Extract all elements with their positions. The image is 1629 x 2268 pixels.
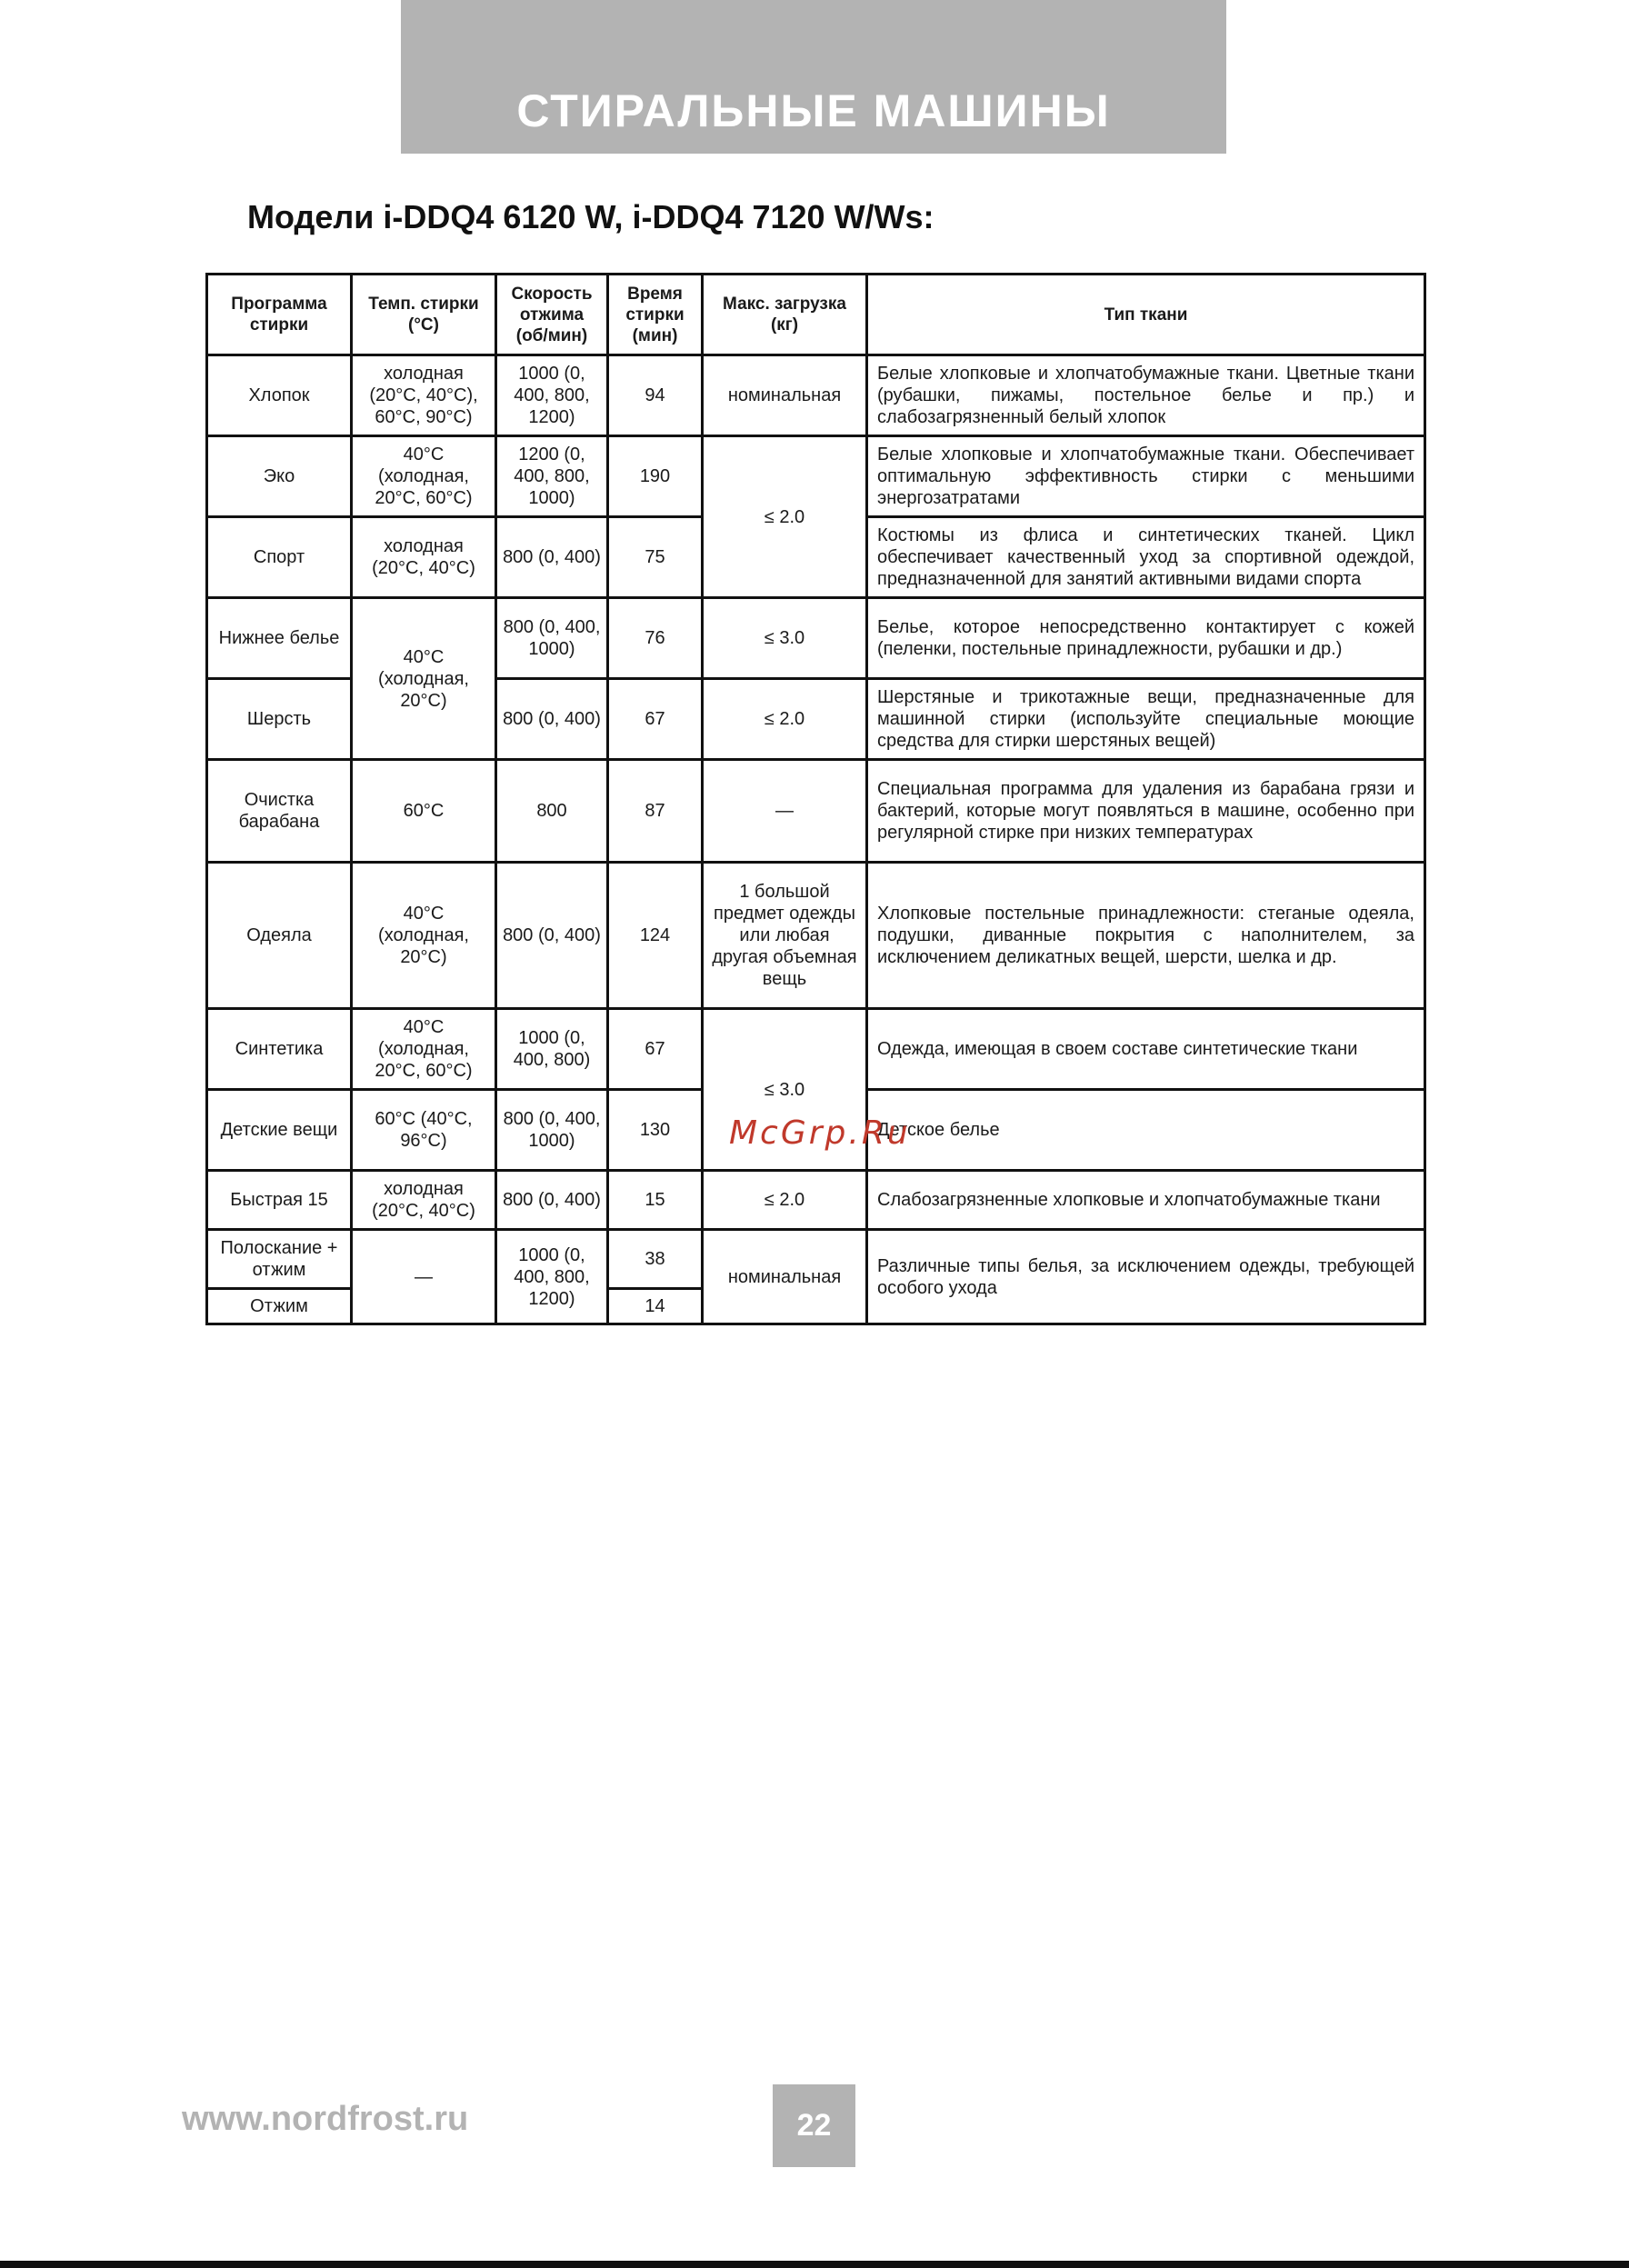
column-header: Темп. стирки (°C) xyxy=(352,275,496,355)
program-cell: Полоскание + отжим xyxy=(207,1230,352,1289)
spin-cell: 800 (0, 400) xyxy=(496,679,608,760)
temp-cell: 60°C (40°C, 96°C) xyxy=(352,1090,496,1171)
spin-cell: 800 (0, 400) xyxy=(496,1171,608,1230)
fabric-cell: Различные типы белья, за исключением одежды, требующей особого ухода xyxy=(867,1230,1425,1324)
load-cell: ≤ 3.0 xyxy=(703,1009,867,1171)
time-cell: 87 xyxy=(608,760,703,863)
column-header: Скорость отжима (об/мин) xyxy=(496,275,608,355)
column-header: Программа стирки xyxy=(207,275,352,355)
time-cell: 190 xyxy=(608,436,703,517)
fabric-cell: Шерстяные и трикотажные вещи, предназначенные для машинной стирки (используйте специальные моющие средства для стирки шерстяных вещей) xyxy=(867,679,1425,760)
spin-cell: 800 (0, 400, 1000) xyxy=(496,598,608,679)
spin-cell: 1200 (0, 400, 800, 1000) xyxy=(496,436,608,517)
column-header: Время стирки (мин) xyxy=(608,275,703,355)
table-row xyxy=(207,863,1425,1009)
spin-cell: 800 (0, 400) xyxy=(496,863,608,1009)
program-cell: Очистка барабана xyxy=(207,760,352,863)
fabric-cell: Специальная программа для удаления из барабана грязи и бактерий, которые могут появляться в машине, особенно при регулярной стирке при низких температурах xyxy=(867,760,1425,863)
program-cell: Синтетика xyxy=(207,1009,352,1090)
time-cell: 14 xyxy=(608,1289,703,1324)
spin-cell: 800 xyxy=(496,760,608,863)
load-cell: номинальная xyxy=(703,1230,867,1324)
program-cell: Детские вещи xyxy=(207,1090,352,1171)
spin-cell: 1000 (0, 400, 800) xyxy=(496,1009,608,1090)
footer-website: www.nordfrost.ru xyxy=(182,2100,469,2138)
load-cell: ≤ 2.0 xyxy=(703,679,867,760)
program-cell: Спорт xyxy=(207,517,352,598)
temp-cell: холодная (20°C, 40°C), 60°C, 90°C) xyxy=(352,355,496,436)
table-row xyxy=(207,436,1425,517)
table-row xyxy=(207,1230,1425,1289)
fabric-cell: Одежда, имеющая в своем составе синтетические ткани xyxy=(867,1009,1425,1090)
program-cell: Отжим xyxy=(207,1289,352,1324)
page-number xyxy=(773,2084,855,2167)
time-cell: 124 xyxy=(608,863,703,1009)
spin-cell: 1000 (0, 400, 800, 1200) xyxy=(496,1230,608,1324)
time-cell: 15 xyxy=(608,1171,703,1230)
time-cell: 130 xyxy=(608,1090,703,1171)
column-header: Тип ткани xyxy=(867,275,1425,355)
temp-cell: холодная (20°C, 40°C) xyxy=(352,517,496,598)
load-cell: 1 большой предмет одежды или любая другая объемная вещь xyxy=(703,863,867,1009)
temp-cell: — xyxy=(352,1230,496,1324)
banner-title: СТИРАЛЬНЫЕ МАШИНЫ xyxy=(516,85,1111,136)
fabric-cell: Слабозагрязненные хлопковые и хлопчатобумажные ткани xyxy=(867,1171,1425,1230)
table-row xyxy=(207,760,1425,863)
temp-cell: 60°C xyxy=(352,760,496,863)
program-table xyxy=(205,273,1426,1325)
table-row xyxy=(207,598,1425,679)
program-cell: Хлопок xyxy=(207,355,352,436)
time-cell: 76 xyxy=(608,598,703,679)
fabric-cell: Костюмы из флиса и синтетических тканей. Цикл обеспечивает качественный уход за спортивной одеждой, предназначенной для занятий активными видами спорта xyxy=(867,517,1425,598)
table-header-row xyxy=(207,275,1425,355)
temp-cell: холодная (20°C, 40°C) xyxy=(352,1171,496,1230)
section-title: Модели i-DDQ4 6120 W, i-DDQ4 7120 W/Ws: xyxy=(247,198,934,235)
temp-cell: 40°C (холодная, 20°C, 60°C) xyxy=(352,436,496,517)
spin-cell: 800 (0, 400, 1000) xyxy=(496,1090,608,1171)
fabric-cell: Белые хлопковые и хлопчатобумажные ткани. Цветные ткани (рубашки, пижамы, постельное белье и пр.) и слабозагрязненный белый хлопок xyxy=(867,355,1425,436)
load-cell: ≤ 2.0 xyxy=(703,436,867,598)
page-number-label: 22 xyxy=(796,2108,832,2143)
load-cell: — xyxy=(703,760,867,863)
spin-cell: 800 (0, 400) xyxy=(496,517,608,598)
temp-cell: 40°C (холодная, 20°C) xyxy=(352,598,496,760)
table-row xyxy=(207,1171,1425,1230)
time-cell: 94 xyxy=(608,355,703,436)
program-cell: Одеяла xyxy=(207,863,352,1009)
watermark-text: McGrp.Ru xyxy=(729,1114,911,1152)
header-banner xyxy=(401,0,1226,154)
load-cell: ≤ 2.0 xyxy=(703,1171,867,1230)
program-cell: Нижнее белье xyxy=(207,598,352,679)
bottom-divider xyxy=(0,2261,1629,2268)
fabric-cell: Хлопковые постельные принадлежности: стеганые одеяла, подушки, диванные покрытия с наполнителем, за исключением деликатных вещей, шерсти, шелка и др. xyxy=(867,863,1425,1009)
spin-cell: 1000 (0, 400, 800, 1200) xyxy=(496,355,608,436)
fabric-cell: Белые хлопковые и хлопчатобумажные ткани. Обеспечивает оптимальную эффективность стирки с меньшими энергозатратами xyxy=(867,436,1425,517)
load-cell: номинальная xyxy=(703,355,867,436)
program-cell: Эко xyxy=(207,436,352,517)
time-cell: 75 xyxy=(608,517,703,598)
load-cell: ≤ 3.0 xyxy=(703,598,867,679)
fabric-cell: Белье, которое непосредственно контактирует с кожей (пеленки, постельные принадлежности, рубашки и др.) xyxy=(867,598,1425,679)
column-header: Макс. загрузка (кг) xyxy=(703,275,867,355)
fabric-cell: Детское белье xyxy=(867,1090,1425,1171)
table-row xyxy=(207,355,1425,436)
time-cell: 38 xyxy=(608,1230,703,1289)
time-cell: 67 xyxy=(608,679,703,760)
temp-cell: 40°C (холодная, 20°C, 60°C) xyxy=(352,1009,496,1090)
temp-cell: 40°C (холодная, 20°C) xyxy=(352,863,496,1009)
program-cell: Шерсть xyxy=(207,679,352,760)
program-cell: Быстрая 15 xyxy=(207,1171,352,1230)
table-row xyxy=(207,1009,1425,1090)
time-cell: 67 xyxy=(608,1009,703,1090)
